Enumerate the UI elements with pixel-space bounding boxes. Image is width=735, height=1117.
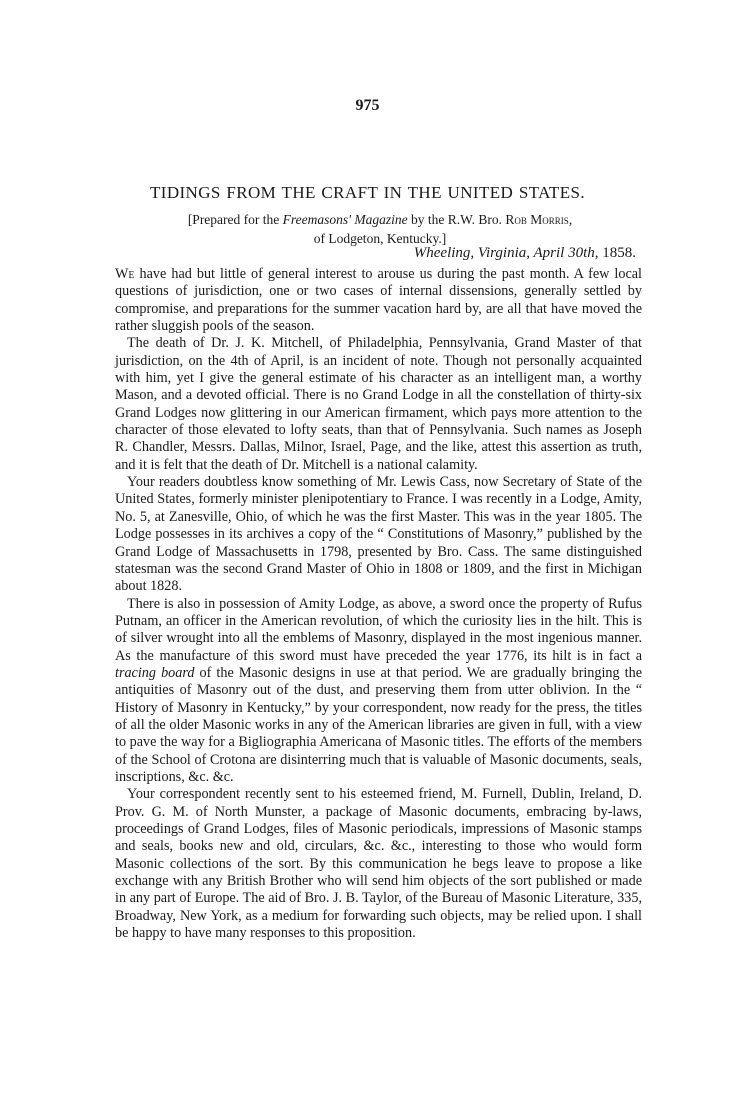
byline-by: by the R.W. Bro. xyxy=(407,212,506,227)
byline-comma: , xyxy=(568,212,573,227)
article-body xyxy=(115,266,642,942)
author-name: Rob Morris xyxy=(505,212,569,227)
paragraph-4-italic: tracing board xyxy=(115,664,195,681)
paragraph-4-part2: of the Masonic designs in use at that period. We are gradually bringing the antiquities of Masonry out of the dust, and preserving them from utter oblivion. In the “ History of Masonry in Kentucky,” by your correspondent, now ready for the press, the titles of all the older Masonic works in any of the American libraries are given in full, with a view to pave the way for a Bigliographia Americana of Masonic titles. The efforts of the members of the School of Crotona are disinterring much that is valuable of Masonic documents, seals, inscriptions, &c. &c. xyxy=(115,664,642,785)
dateline xyxy=(330,245,636,262)
article-title: TIDINGS FROM THE CRAFT IN THE UNITED STATES. xyxy=(149,183,586,202)
paragraph-1-text: have had but little of general interest to arouse us during the past month. A few local questions of jurisdiction, one or two cases of internal dissensions, generally settled by compromise, and preparations for the summer vacation hard by, are all that have moved the rather sluggish pools of the season. xyxy=(115,266,642,335)
paragraph-2: The death of Dr. J. K. Mitchell, of Philadelphia, Pennsylvania, Grand Master of that jurisdiction, on the 4th of April, is an incident of note. Though not personally acquainted with him, yet I give the general estimate of his character as an intelligent man, a worthy Mason, and a devoted official. There is no Grand Lodge in all the constellation of thirty-six Grand Lodges now glittering in our American firmament, which pays more attention to the character of those elevated to lofty seats, than that of Pennsylvania. Such names as Joseph R. Chandler, Messrs. Dallas, Milnor, Israel, Page, and the like, attest this assertion as truth, and it is felt that the death of Dr. Mitchell is a national calamity. xyxy=(115,335,642,473)
paragraph-3: Your readers doubtless know something of Mr. Lewis Cass, now Secretary of State of the United States, formerly minister plenipotentiary to France. I was recently in a Lodge, Amity, No. 5, at Zanesville, Ohio, of which he was the first Master. This was in the year 1805. The Lodge possesses in its archives a copy of the “ Constitutions of Masonry,” published by the Grand Lodge of Massachusetts in 1798, presented by Bro. Cass. The same distinguished statesman was the second Grand Master of Ohio in 1808 or 1809, and the first in Michigan about 1828. xyxy=(115,474,642,595)
dateline-place: Wheeling, Virginia, April 30th, xyxy=(413,245,599,261)
page-number: 975 xyxy=(355,97,380,114)
byline-location: of Lodgeton, Kentucky.] xyxy=(313,231,447,246)
paragraph-4 xyxy=(115,596,642,787)
byline xyxy=(100,210,660,248)
paragraph-4-part1: There is also in possession of Amity Lodge, as above, a sword once the property of Rufus Putnam, an officer in the American revolution, of which the curiosity lies in the hilt. This is of silver wrought into all the emblems of Masonry, displayed in the most ingenious manner. As the manufacture of this sword must have preceded the year 1776, its hilt is in fact a xyxy=(115,595,642,664)
paragraph-1-lead: We xyxy=(115,266,135,282)
byline-open: [Prepared for the xyxy=(187,212,283,227)
magazine-name: Freemasons' Magazine xyxy=(282,212,408,227)
dateline-year: 1858. xyxy=(598,245,636,261)
paragraph-5: Your correspondent recently sent to his esteemed friend, M. Furnell, Dublin, Ireland, D. Prov. G. M. of North Munster, a package of Masonic documents, embracing by-laws, proceedings of Grand Lodges, files of Masonic periodicals, impressions of Masonic stamps and seals, books new and old, circulars, &c. &c., interesting to those who would form Masonic collections of the sort. By this communication he begs leave to propose a like exchange with any British Brother who will send him objects of the sort published or made in any part of Europe. The aid of Bro. J. B. Taylor, of the Bureau of Masonic Literature, 335, Broadway, New York, as a medium for forwarding such objects, may be relied upon. I shall be happy to have many responses to this proposition. xyxy=(115,786,642,942)
paragraph-1 xyxy=(115,266,642,335)
